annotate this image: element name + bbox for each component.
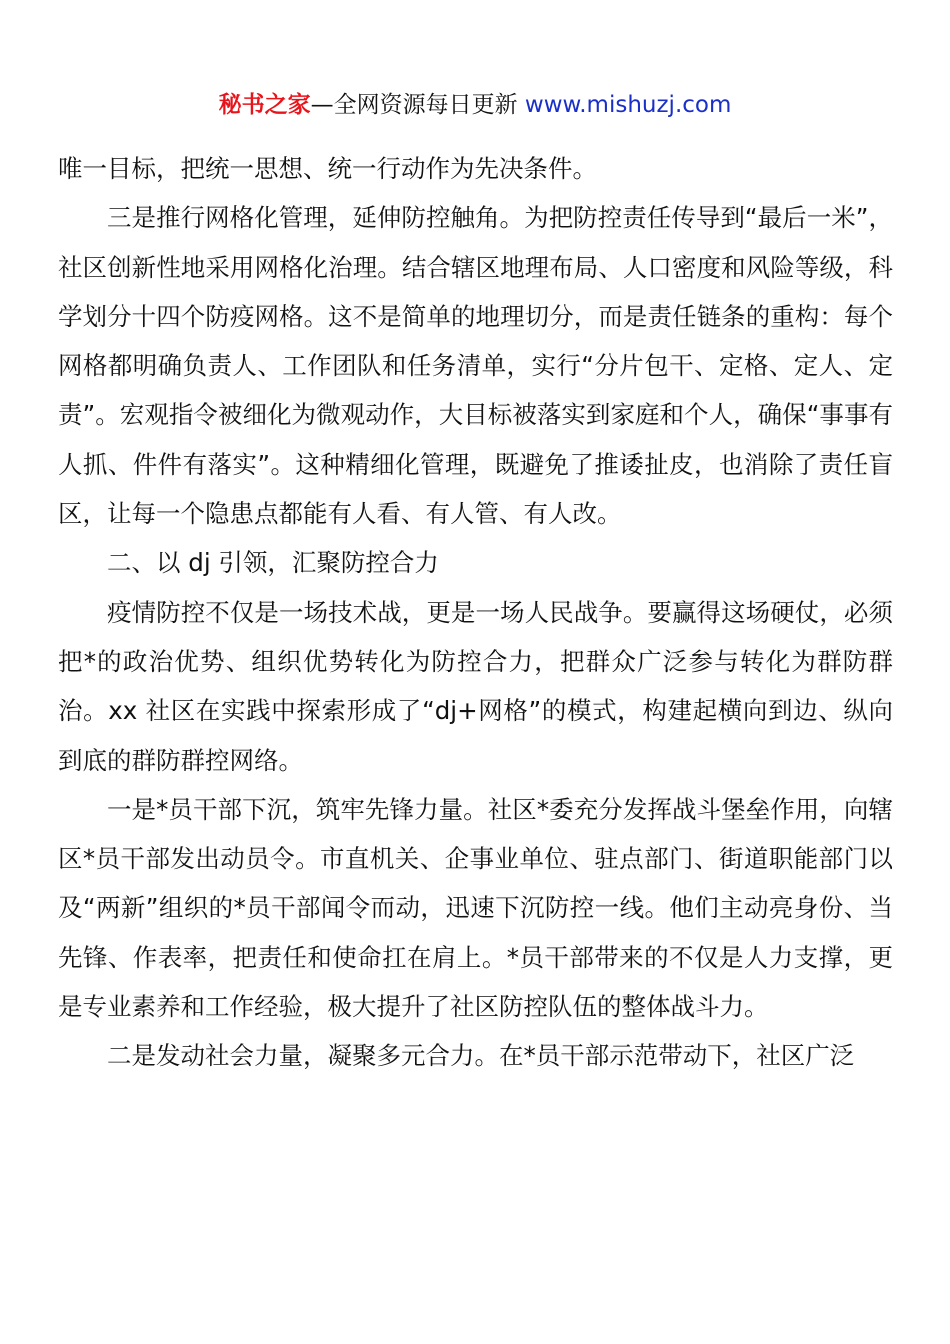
site-url-link[interactable]: www.mishuzj.com bbox=[524, 92, 732, 118]
paragraph-section-intro: 疫情防控不仅是一场技术战，更是一场人民战争。要赢得这场硬仗，必须把*的政治优势、组织优势转化为防控合力，把群众广泛参与转化为群防群治。xx 社区在实践中探索形成了“dj+网格”的模式，构建起横向到边、纵向到底的群防群控网络。 bbox=[58, 597, 893, 775]
paragraph-continuation: 唯一目标，把统一思想、统一行动作为先决条件。 bbox=[58, 154, 597, 183]
document-body bbox=[58, 144, 893, 1081]
site-header bbox=[0, 88, 950, 122]
section-heading: 二、以 dj 引领，汇聚防控合力 bbox=[107, 548, 439, 578]
paragraph-cadres-sink: 一是*员干部下沉，筑牢先锋力量。社区*委充分发挥战斗堡垒作用，向辖区*员干部发出动员令。市直机关、企事业单位、驻点部门、街道职能部门以及“两新”组织的*员干部闻令而动，迅速下沉防控一线。他们主动亮身份、当先锋、作表率，把责任和使命扛在肩上。*员干部带来的不仅是人力支撑，更是专业素养和工作经验，极大提升了社区防控队伍的整体战斗力。 bbox=[58, 794, 893, 1022]
site-brand: 秘书之家 bbox=[218, 92, 311, 118]
site-tagline: —全网资源每日更新 bbox=[310, 92, 525, 118]
paragraph-grid-management: 三是推行网格化管理，延伸防控触角。为把防控责任传导到“最后一米”，社区创新性地采用网格化治理。结合辖区地理布局、人口密度和风险等级，科学划分十四个防疫网格。这不是简单的地理切分，而是责任链条的重构：每个网格都明确负责人、工作团队和任务清单，实行“分片包干、定格、定人、定责”。宏观指令被细化为微观动作，大目标被落实到家庭和个人，确保“事事有人抓、件件有落实”。这种精细化管理，既避免了推诿扯皮，也消除了责任盲区，让每一个隐患点都能有人看、有人管、有人改。 bbox=[58, 203, 893, 529]
paragraph-social-forces: 二是发动社会力量，凝聚多元合力。在*员干部示范带动下，社区广泛 bbox=[107, 1041, 855, 1071]
